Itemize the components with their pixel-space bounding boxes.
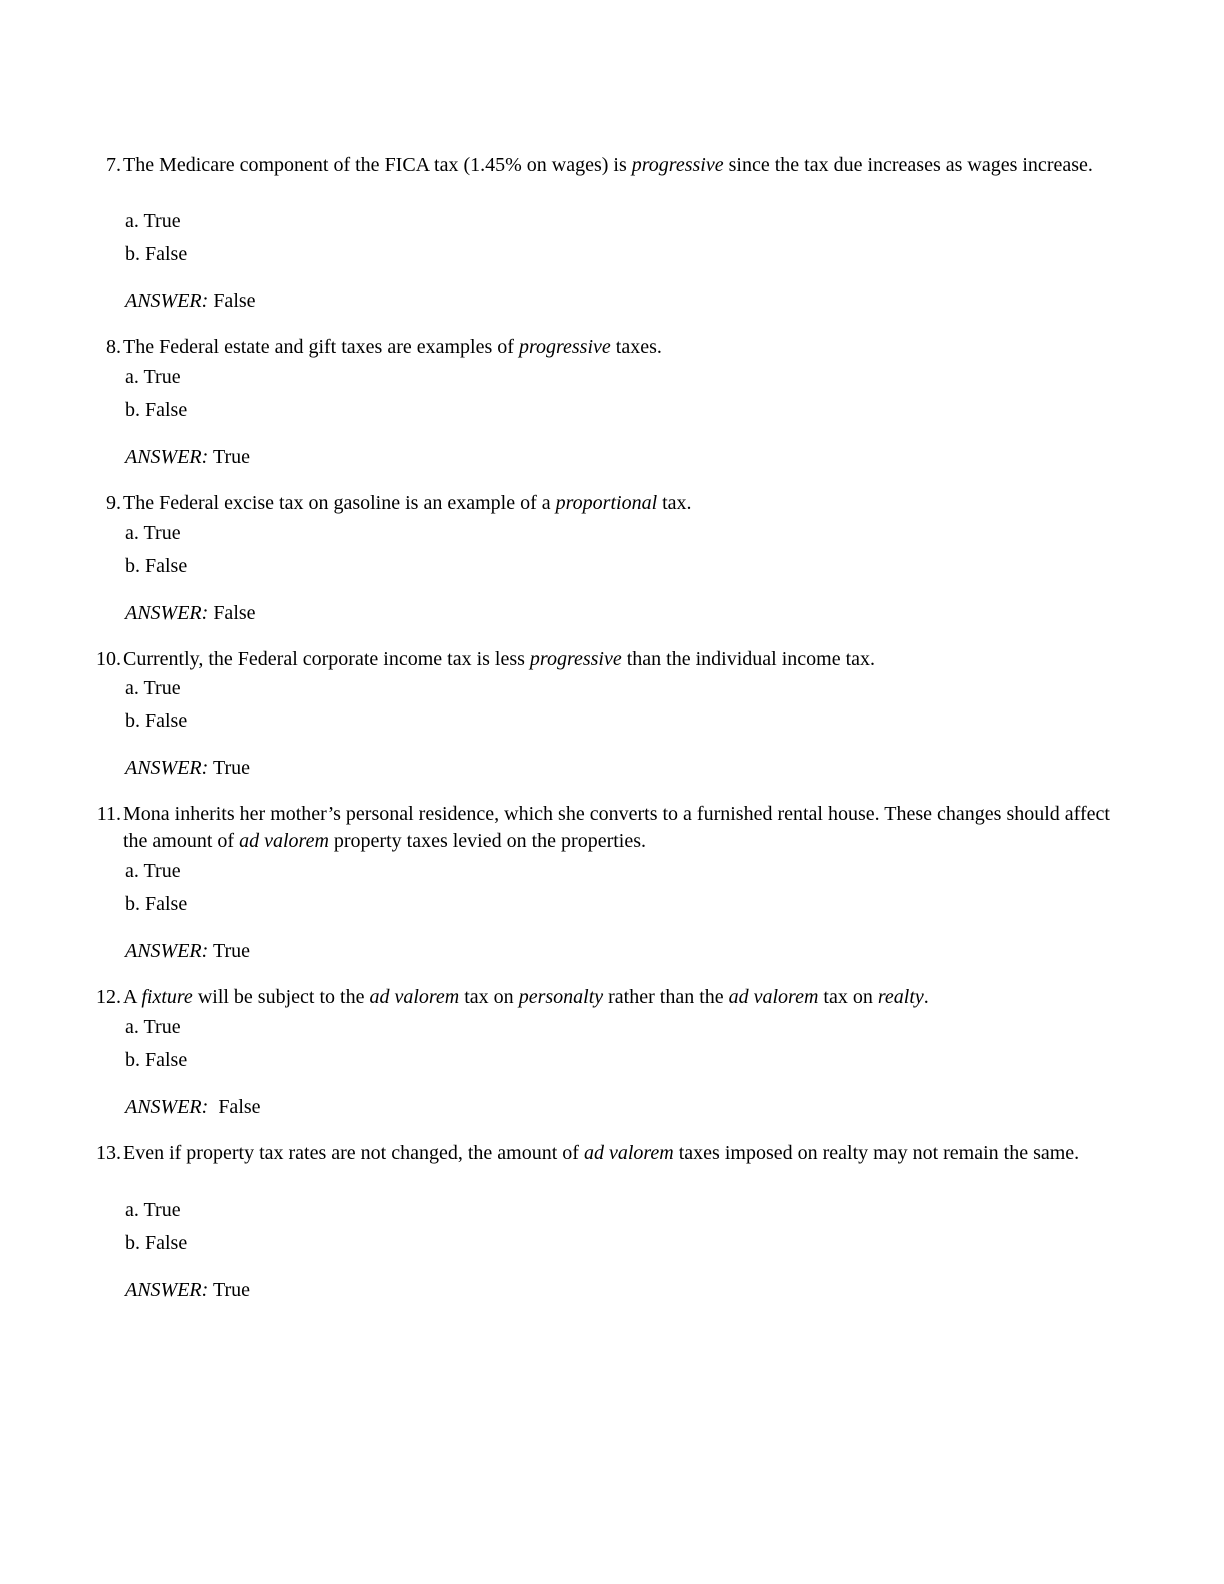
option-false: b. False <box>125 1232 188 1254</box>
answer-label: ANSWER: <box>125 757 209 779</box>
option-true: a. True <box>125 1016 181 1038</box>
answer-line <box>125 938 250 965</box>
question-12 <box>96 984 1118 1011</box>
answer-value: True <box>212 1279 251 1301</box>
question-8 <box>106 334 1118 361</box>
question-number: 10. <box>96 648 121 670</box>
answer-line <box>125 288 256 315</box>
option-false: b. False <box>125 893 188 915</box>
answer-label: ANSWER: <box>125 1096 209 1118</box>
answer-value: False <box>213 602 256 624</box>
question-number: 12. <box>96 986 121 1008</box>
question-number: 8. <box>106 336 121 358</box>
answer-label: ANSWER: <box>125 940 209 962</box>
question-13 <box>96 1140 1118 1167</box>
answer-label: ANSWER: <box>125 1279 209 1301</box>
question-9 <box>106 490 1118 517</box>
question-7 <box>106 152 1118 179</box>
answer-line <box>125 1277 250 1304</box>
answer-line <box>125 600 256 627</box>
option-false: b. False <box>125 710 188 732</box>
question-number: 13. <box>96 1142 121 1164</box>
answer-label: ANSWER: <box>125 602 209 624</box>
answer-label: ANSWER: <box>125 446 209 468</box>
answer-line <box>125 1094 261 1121</box>
question-number: 11. <box>96 803 121 825</box>
question-text: A fixture will be subject to the ad valorem tax on personalty rather than the ad valorem tax on realty. <box>123 986 929 1008</box>
question-number: 9. <box>106 492 121 514</box>
question-11 <box>96 801 1118 855</box>
option-true: a. True <box>125 1199 181 1221</box>
question-text: Even if property tax rates are not changed, the amount of ad valorem taxes imposed on realty may not remain the same. <box>123 1142 1080 1164</box>
question-number: 7. <box>106 154 121 176</box>
answer-value: True <box>212 940 251 962</box>
question-text: The Federal estate and gift taxes are examples of progressive taxes. <box>123 336 662 358</box>
option-true: a. True <box>125 522 181 544</box>
answer-label: ANSWER: <box>125 290 209 312</box>
option-true: a. True <box>125 860 181 882</box>
answer-value: True <box>212 757 251 779</box>
option-true: a. True <box>125 210 181 232</box>
option-false: b. False <box>125 1049 188 1071</box>
question-text: Currently, the Federal corporate income tax is less progressive than the individual income tax. <box>123 648 876 670</box>
answer-value: True <box>212 446 251 468</box>
option-true: a. True <box>125 677 181 699</box>
option-false: b. False <box>125 555 188 577</box>
answer-line <box>125 755 250 782</box>
answer-value: False <box>213 290 256 312</box>
answer-value: False <box>218 1096 261 1118</box>
option-false: b. False <box>125 243 188 265</box>
question-text: The Federal excise tax on gasoline is an example of a proportional tax. <box>123 492 692 514</box>
option-true: a. True <box>125 366 181 388</box>
option-false: b. False <box>125 399 188 421</box>
question-text: The Medicare component of the FICA tax (1.45% on wages) is progressive since the tax due increases as wages increase. <box>123 154 1093 176</box>
question-text: Mona inherits her mother’s personal residence, which she converts to a furnished rental house. These changes should affect the amount of ad valorem property taxes levied on the properties. <box>123 803 1110 852</box>
question-10 <box>96 646 1118 673</box>
answer-line <box>125 444 250 471</box>
